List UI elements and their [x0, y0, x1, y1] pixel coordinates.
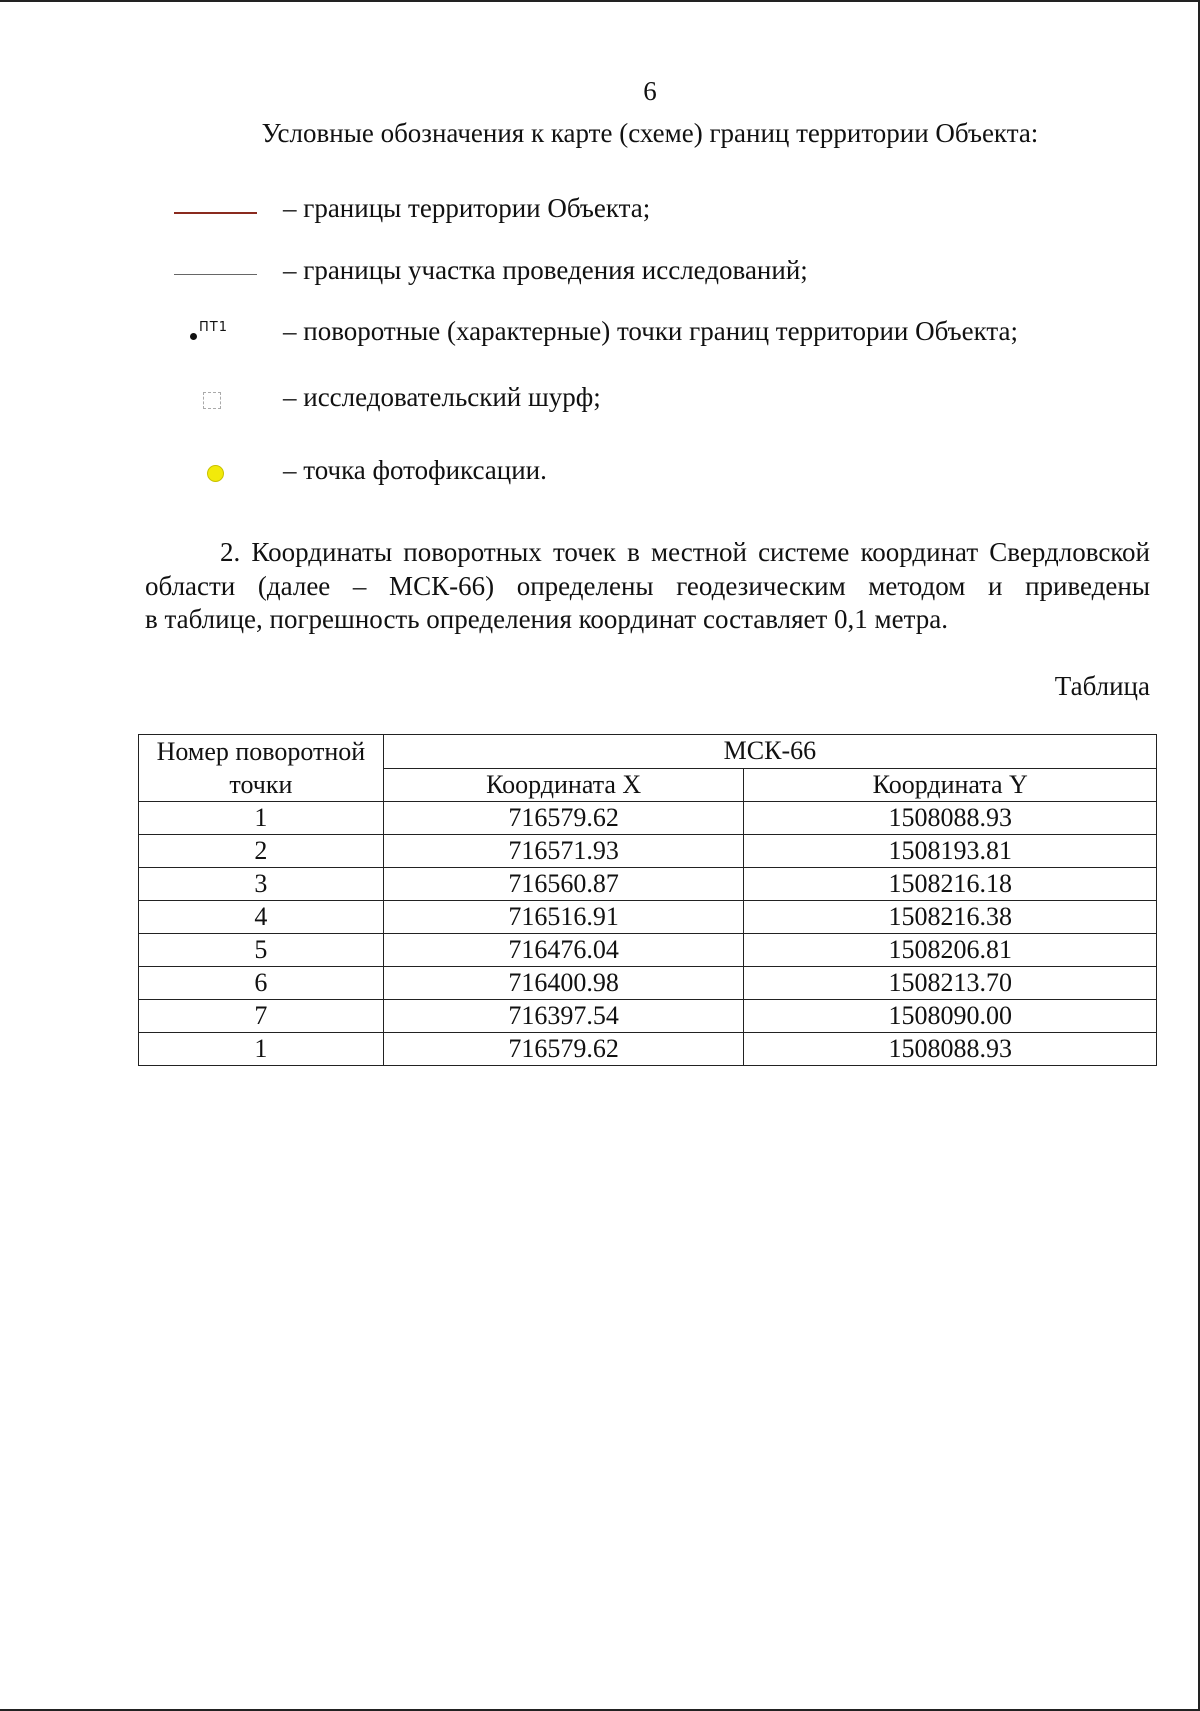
- legend-item-photo-point: [0, 455, 1200, 495]
- territory-boundary-line-icon: [174, 212, 257, 214]
- coordinate-y-cell: 1508193.81: [744, 835, 1157, 868]
- turning-point-dot: [190, 333, 197, 340]
- photo-point-icon: [207, 465, 224, 482]
- coordinate-x-cell: 716579.62: [383, 1033, 744, 1066]
- point-number-cell: 1: [139, 802, 384, 835]
- legend-item-text: – границы участка проведения исследований;: [283, 255, 808, 285]
- coordinate-x-cell: 716476.04: [383, 934, 744, 967]
- header-point-number: Номер поворотной точки: [139, 735, 384, 802]
- legend-item-text: – поворотные (характерные) точки границ территории Объекта;: [283, 316, 1018, 346]
- paragraph-line: 2. Координаты поворотных точек в местной системе координат Свердловской: [220, 537, 1150, 567]
- turning-point-label: ПТ1: [199, 320, 228, 335]
- point-number-cell: 4: [139, 901, 384, 934]
- legend-item-text: – исследовательский шурф;: [283, 382, 601, 412]
- coordinate-y-cell: 1508216.38: [744, 901, 1157, 934]
- table-row: [139, 1033, 1157, 1066]
- point-number-cell: 2: [139, 835, 384, 868]
- point-number-cell: 6: [139, 967, 384, 1000]
- table-row: [139, 802, 1157, 835]
- coordinate-x-cell: 716397.54: [383, 1000, 744, 1033]
- turning-point-icon: [190, 322, 250, 342]
- point-number-cell: 3: [139, 868, 384, 901]
- table-row: [139, 1000, 1157, 1033]
- table-caption: Таблица: [1054, 671, 1150, 701]
- header-coordinate-system: МСК-66: [383, 735, 1156, 769]
- table-row: [139, 934, 1157, 967]
- table-row: [139, 901, 1157, 934]
- study-area-boundary-line-icon: [174, 274, 257, 275]
- legend-item-territory-boundary: [0, 193, 1200, 233]
- legend-item-pit: [0, 382, 1200, 422]
- legend-item-text: – границы территории Объекта;: [283, 193, 651, 223]
- legend-item-study-area-boundary: [0, 255, 1200, 295]
- coordinate-x-cell: 716400.98: [383, 967, 744, 1000]
- coordinate-y-cell: 1508213.70: [744, 967, 1157, 1000]
- table-row: [139, 835, 1157, 868]
- coordinates-table: [138, 734, 1157, 1066]
- header-coordinate-y: Координата Y: [744, 768, 1157, 802]
- coordinate-x-cell: 716579.62: [383, 802, 744, 835]
- coordinate-x-cell: 716571.93: [383, 835, 744, 868]
- legend-item-turning-point: [0, 316, 1200, 356]
- table-row: [139, 967, 1157, 1000]
- legend-title: Условные обозначения к карте (схеме) границ территории Объекта:: [261, 118, 1039, 148]
- scan-edge-top: [0, 0, 1200, 2]
- coordinate-y-cell: 1508088.93: [744, 802, 1157, 835]
- point-number-cell: 7: [139, 1000, 384, 1033]
- pit-square-icon: [203, 392, 221, 409]
- header-coordinate-x: Координата X: [383, 768, 744, 802]
- legend-item-text: – точка фотофиксации.: [283, 455, 547, 485]
- table-row: [139, 868, 1157, 901]
- point-number-cell: 5: [139, 934, 384, 967]
- coordinate-y-cell: 1508216.18: [744, 868, 1157, 901]
- coordinate-y-cell: 1508206.81: [744, 934, 1157, 967]
- paragraph-line: в таблице, погрешность определения координат составляет 0,1 метра.: [145, 604, 948, 634]
- paragraph-line: области (далее – МСК-66) определены геодезическим методом и приведены: [145, 570, 1150, 601]
- coordinate-y-cell: 1508088.93: [744, 1033, 1157, 1066]
- coordinate-y-cell: 1508090.00: [744, 1000, 1157, 1033]
- coordinate-x-cell: 716560.87: [383, 868, 744, 901]
- coordinates-paragraph: [145, 536, 1150, 637]
- page-number: 6: [643, 76, 657, 106]
- point-number-cell: 1: [139, 1033, 384, 1066]
- coordinate-x-cell: 716516.91: [383, 901, 744, 934]
